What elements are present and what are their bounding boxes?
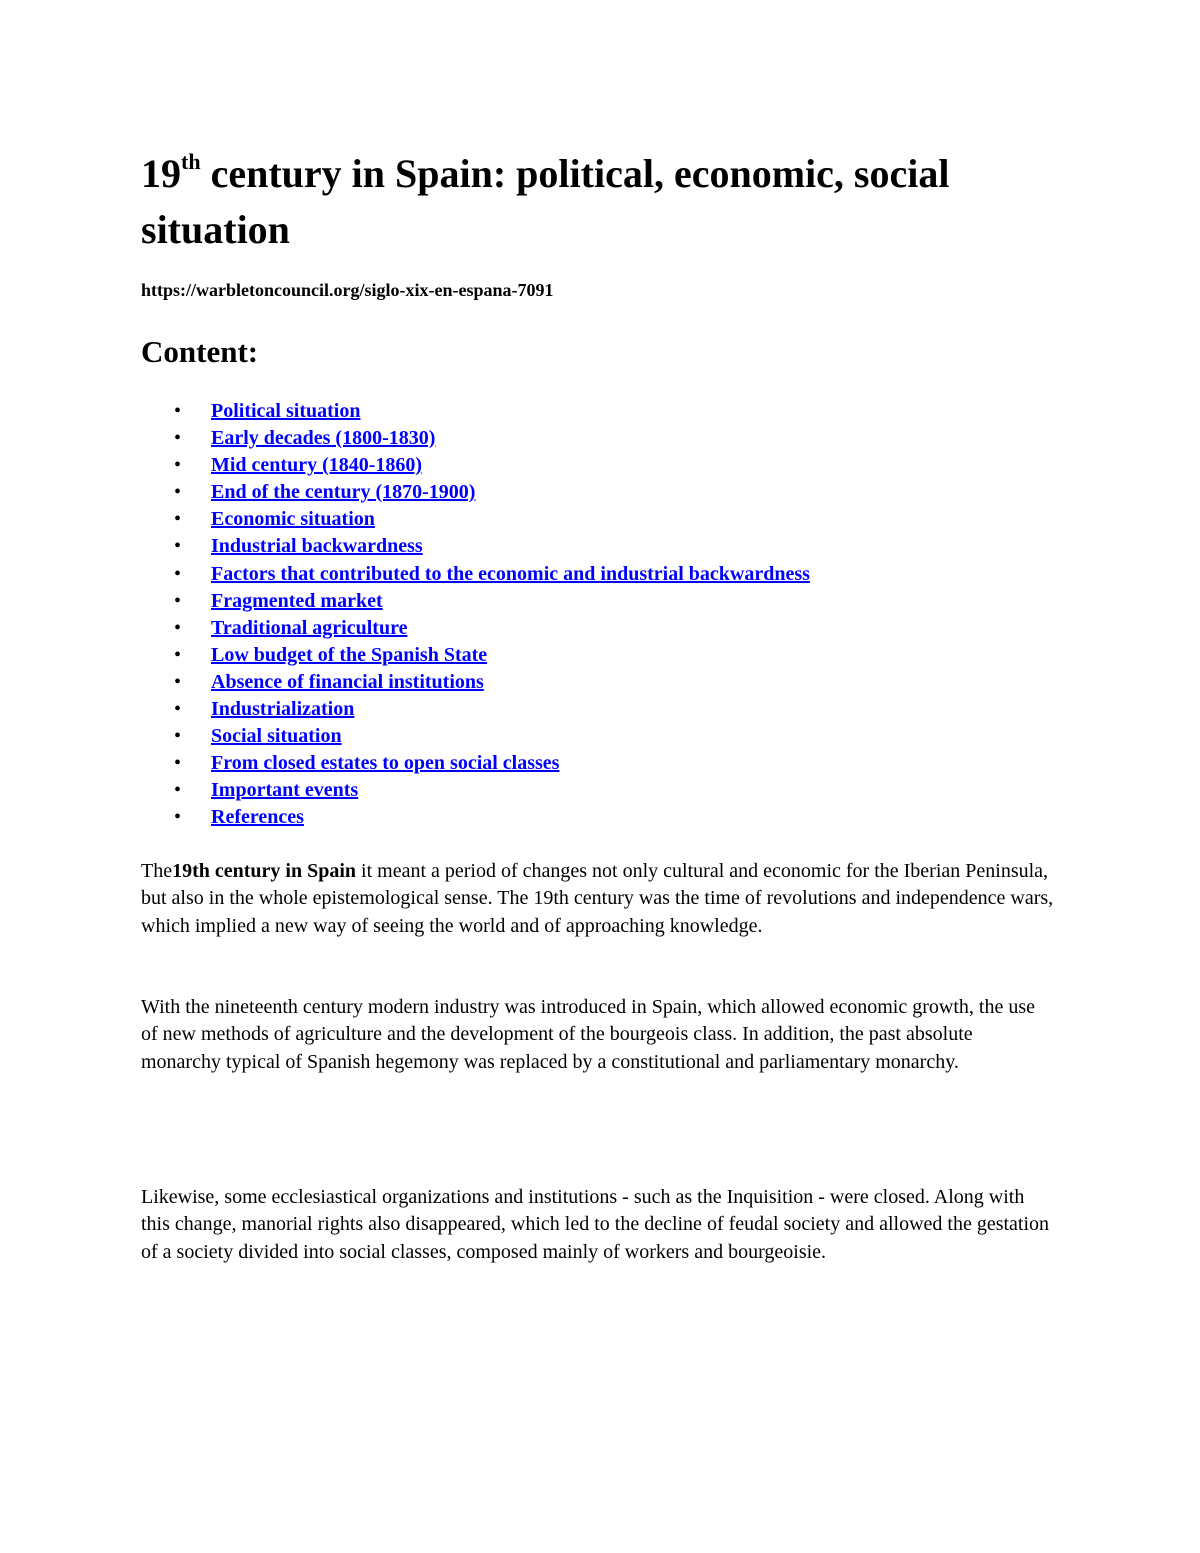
bullet-icon: • <box>174 589 182 612</box>
bullet-icon: • <box>174 400 182 422</box>
toc-link-end-of-century[interactable]: End of the century (1870-1900) <box>211 481 476 504</box>
toc-item <box>141 642 810 669</box>
source-url: https://warbletoncouncil.org/siglo-xix-en-espana-7091 <box>141 280 554 300</box>
toc-link-fragmented-market[interactable]: Fragmented market <box>211 589 383 612</box>
toc-link-low-budget[interactable]: Low budget of the Spanish State <box>211 643 488 666</box>
intro-lead: The <box>141 860 173 882</box>
toc-link-early-decades[interactable]: Early decades (1800-1830) <box>211 427 436 450</box>
bullet-icon: • <box>174 698 182 721</box>
toc-item <box>141 777 810 804</box>
toc-item <box>141 696 810 723</box>
toc-link-mid-century[interactable]: Mid century (1840-1860) <box>211 454 423 477</box>
toc-item <box>141 750 810 777</box>
bullet-icon: • <box>174 616 182 639</box>
bullet-icon: • <box>174 562 182 585</box>
toc-item <box>141 669 810 696</box>
toc-link-traditional-agriculture[interactable]: Traditional agriculture <box>211 616 408 639</box>
bullet-icon: • <box>174 643 182 666</box>
bullet-icon: • <box>174 779 182 802</box>
bullet-icon: • <box>174 752 182 775</box>
toc-item <box>141 533 810 560</box>
toc-link-industrial-backwardness[interactable]: Industrial backwardness <box>211 535 423 558</box>
toc-item <box>141 425 810 452</box>
toc-link-political-situation[interactable]: Political situation <box>211 400 361 422</box>
bullet-icon: • <box>174 427 182 450</box>
bullet-icon: • <box>174 725 182 748</box>
table-of-contents <box>141 398 810 832</box>
toc-link-factors-backwardness[interactable]: Factors that contributed to the economic and industrial backwardness <box>211 562 810 585</box>
toc-item <box>141 588 810 615</box>
bullet-icon: • <box>174 535 182 558</box>
toc-item <box>141 723 810 750</box>
toc-link-references[interactable]: References <box>211 806 304 829</box>
title-superscript: th <box>181 149 201 174</box>
toc-item <box>141 452 810 479</box>
ecclesiastical-paragraph: Likewise, some ecclesiastical organizations and institutions - such as the Inquisition - were closed. Along with this change, manorial rights also disappeared, which led to the decline of feudal society and allowed the gestation of a society divided into social classes, composed mainly of workers and bourgeoisie. <box>141 1186 1050 1263</box>
industry-paragraph: With the nineteenth century modern industry was introduced in Spain, which allowed economic growth, the use of new methods of agriculture and the development of the bourgeois class. In addition, the past absolute monarchy typical of Spanish hegemony was replaced by a constitutional and parliamentary monarchy. <box>141 996 1035 1073</box>
intro-paragraph <box>141 858 1056 940</box>
intro-rest: it meant a period of changes not only cultural and economic for the Iberian Peninsula, but also in the whole epistemological sense. The 19th century was the time of revolutions and independence wars, which implied a new way of seeing the world and of approaching knowledge. <box>141 860 1054 937</box>
toc-link-closed-estates[interactable]: From closed estates to open social classes <box>211 752 560 775</box>
title-number: 19 <box>141 151 181 196</box>
toc-link-industrialization[interactable]: Industrialization <box>211 698 355 721</box>
bullet-icon: • <box>174 670 182 693</box>
bullet-icon: • <box>174 454 182 477</box>
toc-item <box>141 479 810 506</box>
intro-bold-phrase: 19th century in Spain <box>172 860 357 882</box>
content-heading: Content: <box>141 334 259 369</box>
toc-link-social-situation[interactable]: Social situation <box>211 725 342 748</box>
toc-item <box>141 561 810 588</box>
title-text: century in Spain: political, economic, social situation <box>141 151 950 252</box>
bullet-icon: • <box>174 508 182 531</box>
toc-item <box>141 506 810 533</box>
toc-item <box>141 615 810 642</box>
page-title <box>141 146 1041 258</box>
bullet-icon: • <box>174 481 182 504</box>
toc-link-economic-situation[interactable]: Economic situation <box>211 508 375 531</box>
toc-link-important-events[interactable]: Important events <box>211 779 359 802</box>
bullet-icon: • <box>174 806 182 829</box>
toc-item <box>141 804 810 831</box>
toc-link-financial-institutions[interactable]: Absence of financial institutions <box>211 670 484 693</box>
toc-item <box>141 398 810 425</box>
